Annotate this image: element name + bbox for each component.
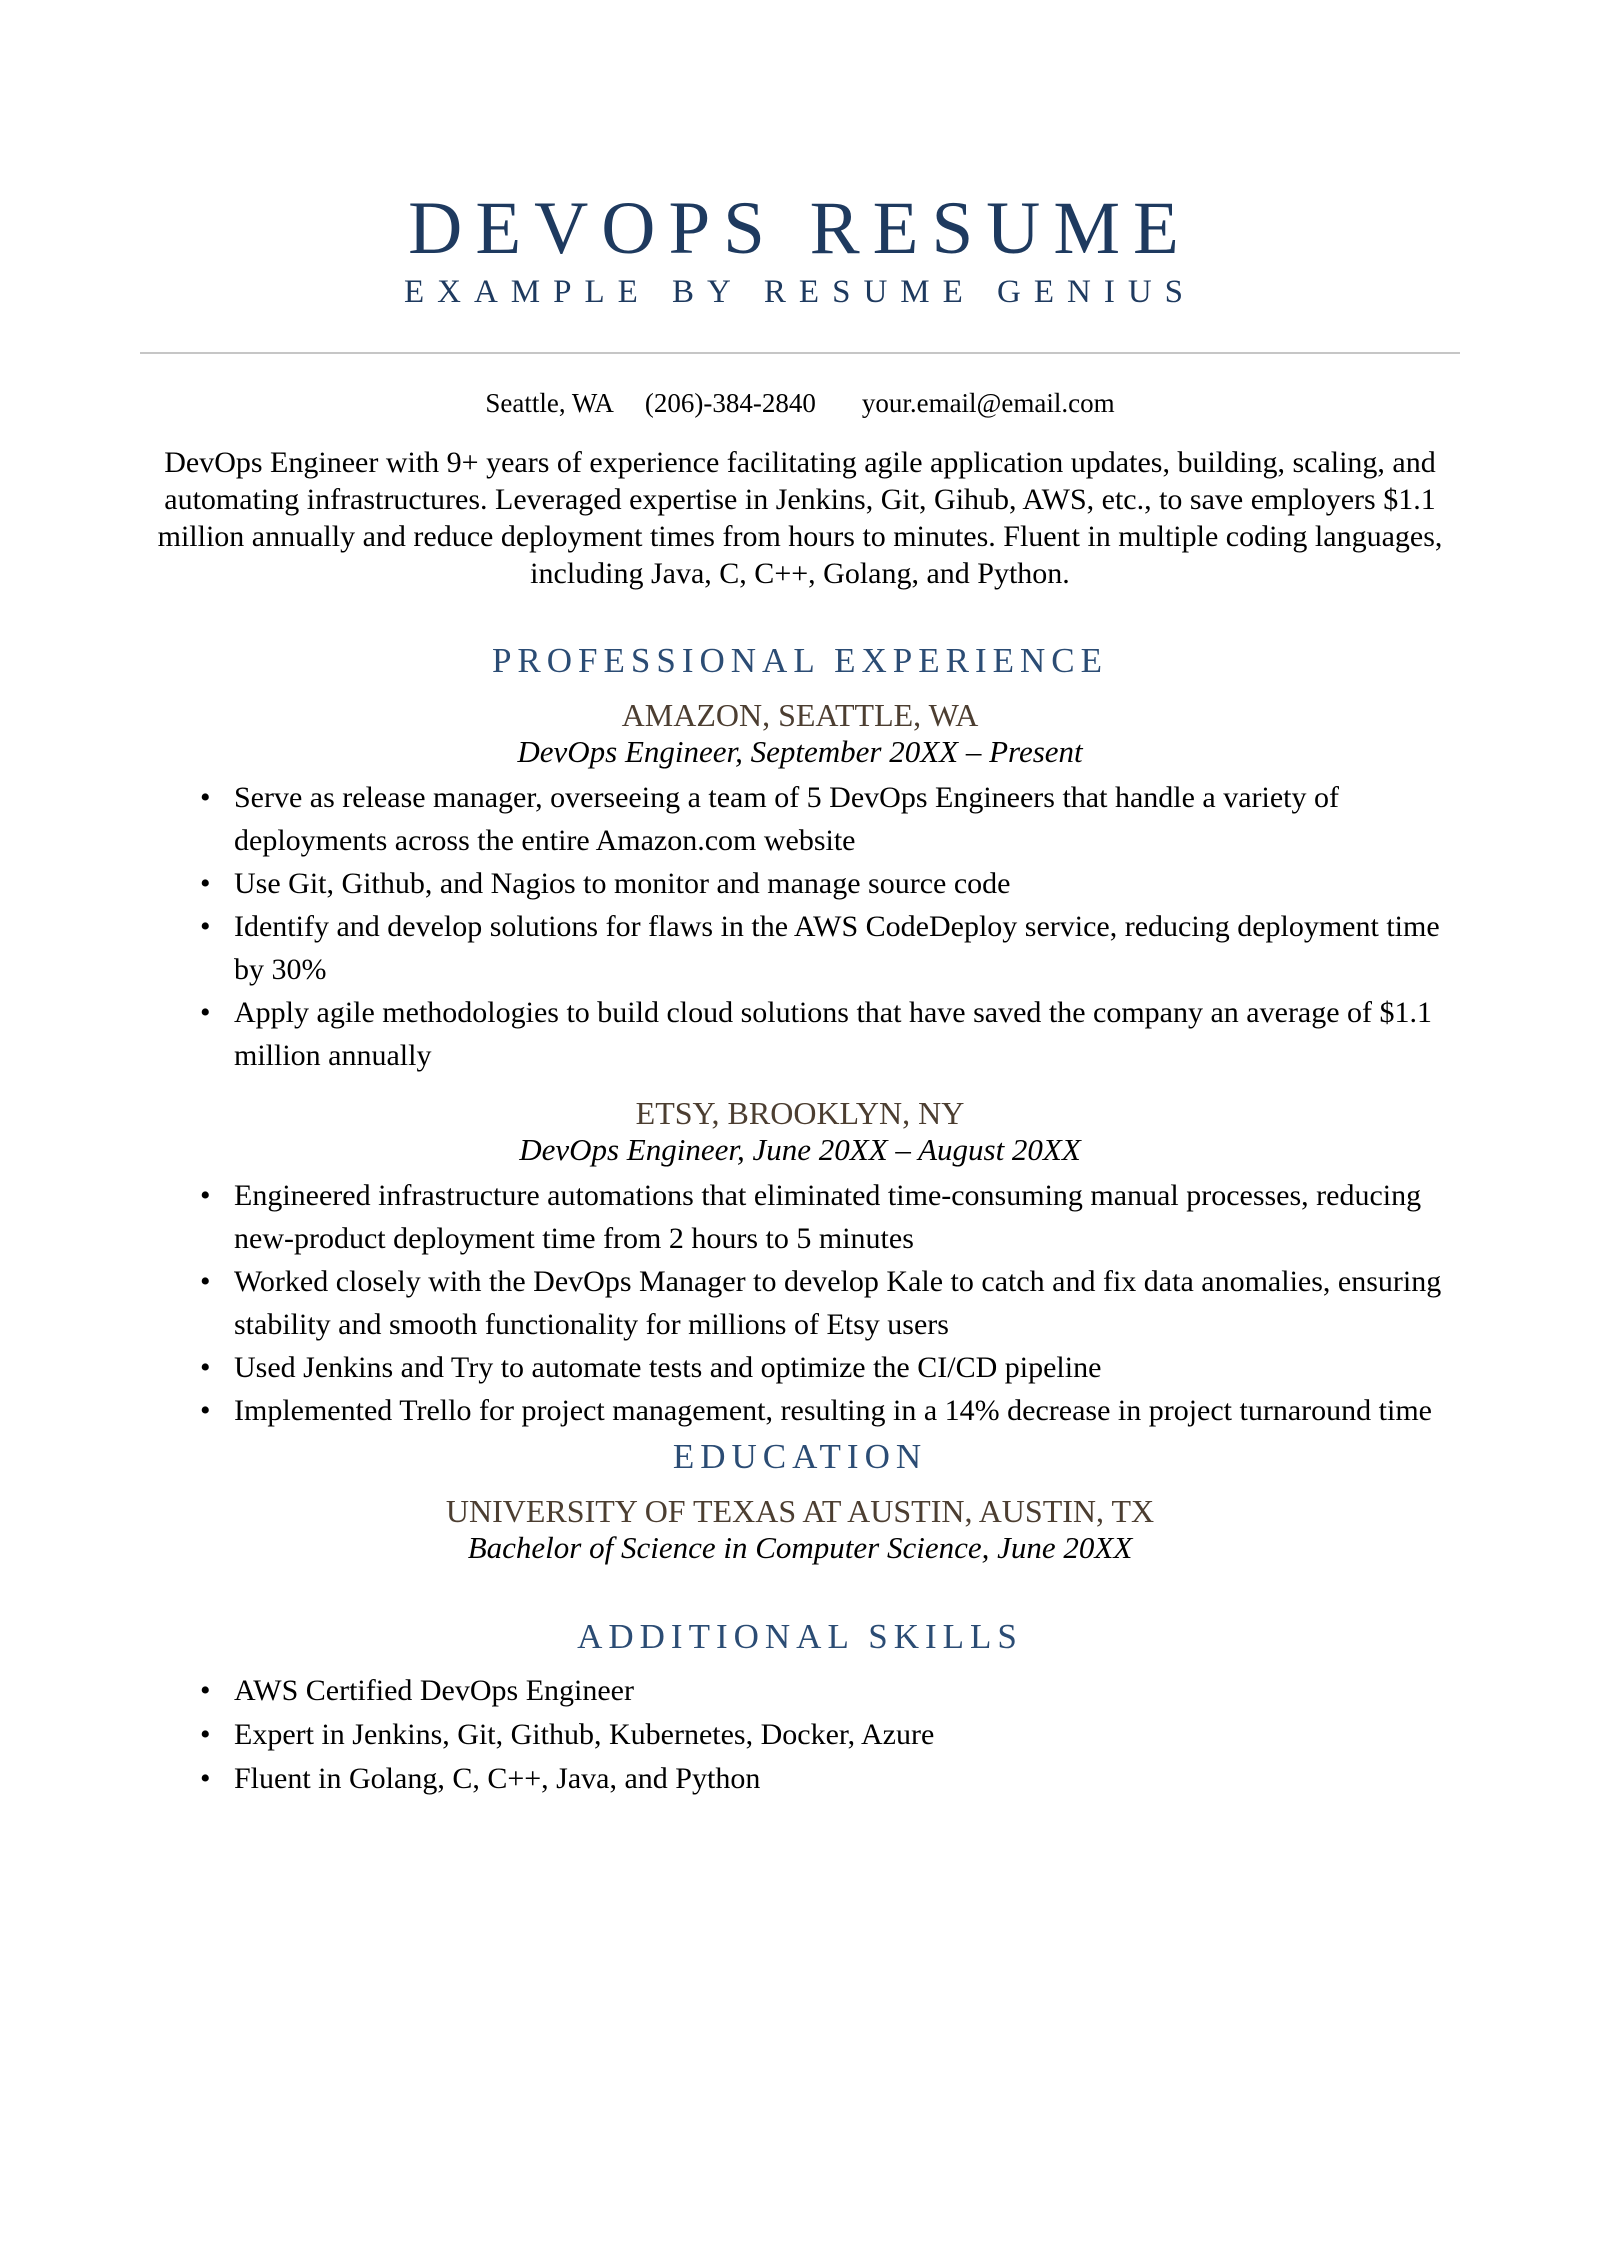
bullet-text: Fluent in Golang, C, C++, Java, and Python: [234, 1762, 761, 1795]
bullet-text: Engineered infrastructure automations that eliminated time-consuming manual processes, reducing new-product deployment time from 2 hours to 5 minutes: [234, 1179, 1422, 1255]
list-item: [197, 1713, 1464, 1757]
list-item: [197, 1757, 1464, 1801]
bullet-icon: •: [200, 1718, 211, 1751]
school-name: UNIVERSITY OF TEXAS AT AUSTIN, AUSTIN, TX: [445, 1493, 1155, 1529]
company-name: ETSY, BROOKLYN, NY: [635, 1095, 965, 1131]
job-role-line: DevOps Engineer, September 20XX – Present: [517, 734, 1083, 769]
bullet-icon: •: [200, 1762, 211, 1795]
experience-heading: PROFESSIONAL EXPERIENCE: [491, 641, 1109, 680]
bullet-text: Apply agile methodologies to build cloud solutions that have saved the company an average of $1.1 million annually: [234, 996, 1433, 1072]
education-heading: EDUCATION: [672, 1437, 928, 1476]
list-item: [197, 1389, 1464, 1432]
degree-line: Bachelor of Science in Computer Science, June 20XX: [467, 1530, 1133, 1565]
bullet-icon: •: [200, 910, 211, 943]
bullet-icon: •: [200, 781, 211, 814]
bullet-icon: •: [200, 1179, 211, 1212]
header-divider: [140, 352, 1460, 354]
bullet-text: Used Jenkins and Try to automate tests and optimize the CI/CD pipeline: [234, 1351, 1102, 1384]
list-item: [197, 1260, 1464, 1346]
list-item: [197, 1669, 1464, 1713]
job-role-line: DevOps Engineer, June 20XX – August 20XX: [519, 1132, 1081, 1167]
bullet-icon: •: [200, 1394, 211, 1427]
job-bullet-list: [197, 776, 1464, 1077]
contact-phone: (206)-384-2840: [644, 388, 816, 418]
skills-heading: ADDITIONAL SKILLS: [577, 1617, 1023, 1656]
job-amazon: [140, 697, 1460, 1077]
bullet-icon: •: [200, 867, 211, 900]
list-item: [197, 905, 1464, 991]
job-bullet-list: [197, 1174, 1464, 1432]
section-education: [140, 1436, 1460, 1566]
job-etsy: [140, 1095, 1460, 1432]
company-name: AMAZON, SEATTLE, WA: [621, 697, 979, 733]
bullet-icon: •: [200, 1265, 211, 1298]
bullet-text: Worked closely with the DevOps Manager to develop Kale to catch and fix data anomalies, ensuring stability and smooth functionality for millions of Etsy users: [234, 1265, 1442, 1341]
contact-location: Seattle, WA: [485, 388, 614, 418]
summary-paragraph: DevOps Engineer with 9+ years of experience facilitating agile application updates, building, scaling, and automating infrastructures. Leveraged expertise in Jenkins, Git, Gihub, AWS, etc., to save employers $1.1 million annually and reduce deployment times from hours to minutes. Fluent in multiple coding languages, including Java, C, C++, Golang, and Python.: [157, 446, 1443, 590]
section-professional-experience: [140, 640, 1460, 1432]
resume-subtitle: EXAMPLE BY RESUME GENIUS: [403, 274, 1197, 310]
bullet-text: Identify and develop solutions for flaws in the AWS CodeDeploy service, reducing deployment time by 30%: [234, 910, 1440, 986]
bullet-text: Serve as release manager, overseeing a team of 5 DevOps Engineers that handle a variety of deployments across the entire Amazon.com website: [234, 781, 1340, 857]
list-item: [197, 1174, 1464, 1260]
bullet-text: AWS Certified DevOps Engineer: [234, 1674, 634, 1707]
contact-bar: [140, 387, 1460, 419]
resume-page: [0, 186, 1600, 1801]
skills-bullet-list: [197, 1669, 1464, 1801]
bullet-text: Expert in Jenkins, Git, Github, Kubernetes, Docker, Azure: [234, 1718, 935, 1751]
contact-email: your.email@email.com: [861, 388, 1115, 418]
bullet-text: Use Git, Github, and Nagios to monitor and manage source code: [234, 867, 1011, 900]
list-item: [197, 862, 1464, 905]
bullet-icon: •: [200, 996, 211, 1029]
list-item: [197, 776, 1464, 862]
bullet-icon: •: [200, 1674, 211, 1707]
list-item: [197, 1346, 1464, 1389]
bullet-icon: •: [200, 1351, 211, 1384]
bullet-text: Implemented Trello for project management, resulting in a 14% decrease in project turnaround time: [234, 1394, 1432, 1427]
section-additional-skills: [140, 1616, 1460, 1801]
resume-title: DEVOPS RESUME: [408, 187, 1192, 270]
list-item: [197, 991, 1464, 1077]
resume-header: [140, 186, 1460, 312]
